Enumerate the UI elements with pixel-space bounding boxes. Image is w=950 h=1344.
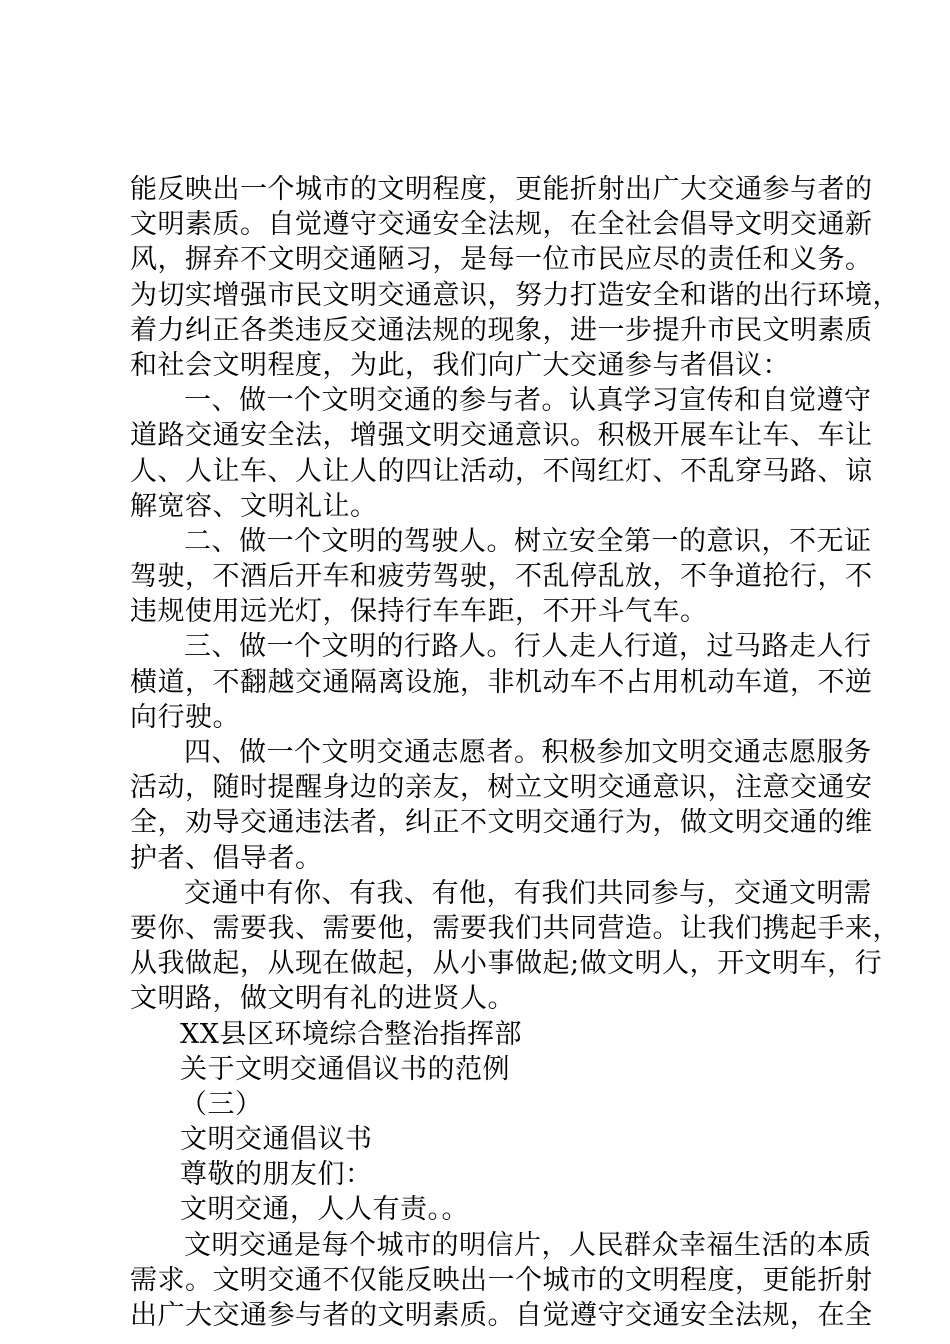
paragraph-start-line: 四、做一个文明交通志愿者。积极参加文明交通志愿服务	[184, 737, 872, 768]
text-line: 全，劝导交通违法者，纠正不文明交通行为，做文明交通的维	[130, 807, 873, 839]
text-line: 驾驶，不酒后开车和疲劳驾驶，不乱停乱放，不争道抢行，不	[130, 561, 873, 593]
paragraph-start-line: 三、做一个文明的行路人。行人走人行道，过马路走人行	[184, 631, 872, 663]
text-line: 风，摒弃不文明交通陋习，是每一位市民应尽的责任和义务。	[130, 244, 873, 276]
text-line: 文明路，做文明有礼的进贤人。	[130, 983, 515, 1015]
text-line: 能反映出一个城市的文明程度，更能折射出广大交通参与者的	[130, 174, 873, 205]
slogan: 文明交通，人人有责。。	[180, 1194, 469, 1226]
text-line: 出广大交通参与者的文明素质。自觉遵守交通安全法规，在全	[130, 1300, 873, 1331]
text-line: 道路交通安全法，增强文明交通意识。积极开展车让车、车让	[130, 420, 873, 452]
signature-line: XX县区环境综合整治指挥部	[180, 1018, 522, 1050]
paragraph-start-line: 一、做一个文明交通的参与者。认真学习宣传和自觉遵守	[184, 385, 872, 417]
section-title: 关于文明交通倡议书的范例	[180, 1053, 510, 1085]
paragraph-start-line: 文明交通是每个城市的明信片，人民群众幸福生活的本质	[184, 1229, 872, 1261]
text-line: 向行驶。	[130, 701, 240, 733]
paragraph-start-line: 二、做一个文明的驾驶人。树立安全第一的意识，不无证	[184, 525, 872, 557]
document-body	[130, 172, 900, 1333]
text-line: 横道，不翻越交通隔离设施，非机动车不占用机动车道，不逆	[130, 666, 873, 698]
text-line: 要你、需要我、需要他，需要我们共同营造。让我们携起手来，	[130, 912, 900, 944]
text-line: 需求。文明交通不仅能反映出一个城市的文明程度，更能折射	[130, 1264, 873, 1296]
text-line: 护者、倡导者。	[130, 842, 323, 874]
paragraph-start-line: 交通中有你、有我、有他，有我们共同参与，交通文明需	[184, 877, 872, 909]
text-line: 人、人让车、人让人的四让活动，不闯红灯、不乱穿马路、谅	[130, 455, 873, 487]
text-line: 着力纠正各类违反交通法规的现象，进一步提升市民文明素质	[130, 314, 873, 346]
text-line: 活动，随时提醒身边的亲友，树立文明交通意识，注意交通安	[130, 772, 873, 804]
text-line: 为切实增强市民文明交通意识，努力打造安全和谐的出行环境，	[130, 279, 900, 311]
document-title: 文明交通倡议书	[180, 1124, 373, 1156]
text-line: 和社会文明程度，为此，我们向广大交通参与者倡议：	[130, 349, 790, 381]
text-line: 解宽容、文明礼让。	[130, 490, 378, 522]
section-number: （三）	[180, 1088, 263, 1120]
text-line: 违规使用远光灯，保持行车车距，不开斗气车。	[130, 596, 708, 628]
text-line: 从我做起，从现在做起，从小事做起;做文明人，开文明车，行	[130, 948, 883, 980]
salutation: 尊敬的朋友们：	[180, 1159, 373, 1191]
text-line: 文明素质。自觉遵守交通安全法规，在全社会倡导文明交通新	[130, 209, 873, 241]
